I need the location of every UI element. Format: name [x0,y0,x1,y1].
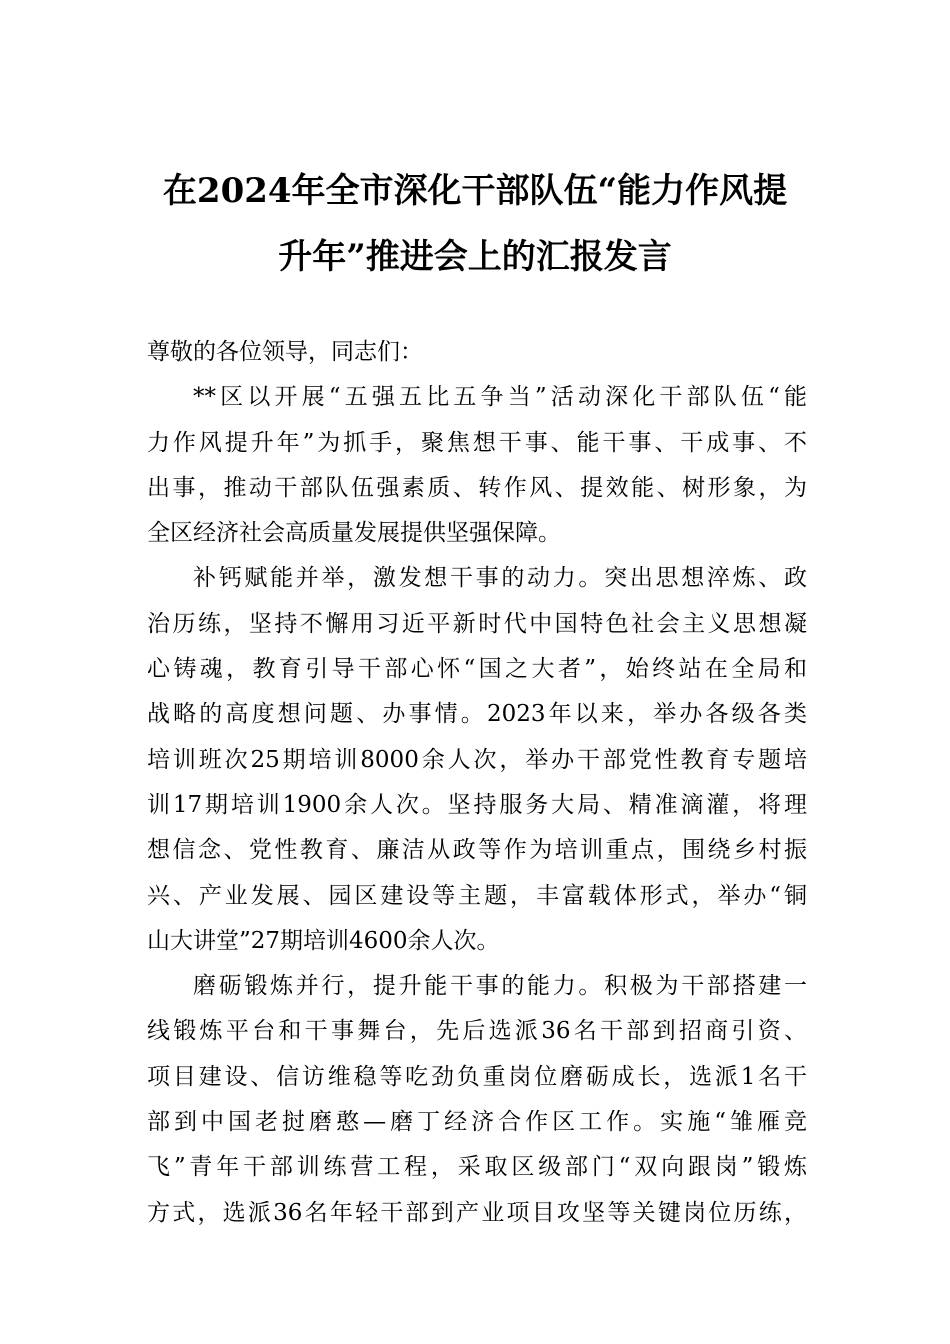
paragraph-line: 出事，推动干部队伍强素质、转作风、提效能、树形象，为 [147,474,807,501]
salutation-line: 尊敬的各位领导，同志们： [147,339,423,365]
paragraph-line: 训17期培训1900余人次。坚持服务大局、精准滴灌，将理 [147,791,807,818]
paragraph-line: 部到中国老挝磨憨—磨丁经济合作区工作。实施“雏雁竞 [147,1109,807,1136]
paragraph-motivation [147,556,807,964]
paragraph-line: 全区经济社会高质量发展提供坚强保障。 [147,520,561,547]
document-body [147,330,807,1236]
paragraph-line: 线锻炼平台和干事舞台，先后选派36名干部到招商引资、 [147,1018,807,1045]
paragraph-line: 心铸魂，教育引导干部心怀“国之大者”，始终站在全局和 [147,656,807,683]
paragraph-line: 战略的高度想问题、办事情。2023年以来，举办各级各类 [147,701,807,728]
paragraph-line: 项目建设、信访维稳等吃劲负重岗位磨砺成长，选派1名干 [147,1063,807,1090]
paragraph-line: 培训班次25期培训8000余人次，举办干部党性教育专题培 [147,746,807,773]
paragraph-line: 磨砺锻炼并行，提升能干事的能力。积极为干部搭建一 [193,973,807,1000]
paragraph-line: 想信念、党性教育、廉洁从政等作为培训重点，围绕乡村振 [147,837,807,864]
paragraph-line: 飞”青年干部训练营工程，采取区级部门“双向跟岗”锻炼 [147,1154,807,1181]
document-title [140,158,810,290]
paragraph-line: 方式，选派36名年轻干部到产业项目攻坚等关键岗位历练， [147,1199,807,1226]
paragraph-capability [147,964,807,1236]
title-line-1: 在2024年全市深化干部队伍“能力作风提 [162,171,788,211]
paragraph-line: 治历练，坚持不懈用习近平新时代中国特色社会主义思想凝 [147,610,807,637]
paragraph-line: 兴、产业发展、园区建设等主题，丰富载体形式，举办“铜 [147,882,807,909]
paragraph-intro [147,375,807,556]
paragraph-line: 山大讲堂”27期培训4600余人次。 [147,927,500,954]
paragraph-line: 补钙赋能并举，激发想干事的动力。突出思想淬炼、政 [193,565,807,592]
paragraph-line: **区以开展“五强五比五争当”活动深化干部队伍“能 [193,384,807,411]
title-line-2: 升年”推进会上的汇报发言 [278,237,672,277]
paragraph-line: 力作风提升年”为抓手，聚焦想干事、能干事、干成事、不 [147,429,807,456]
salutation [147,330,807,375]
